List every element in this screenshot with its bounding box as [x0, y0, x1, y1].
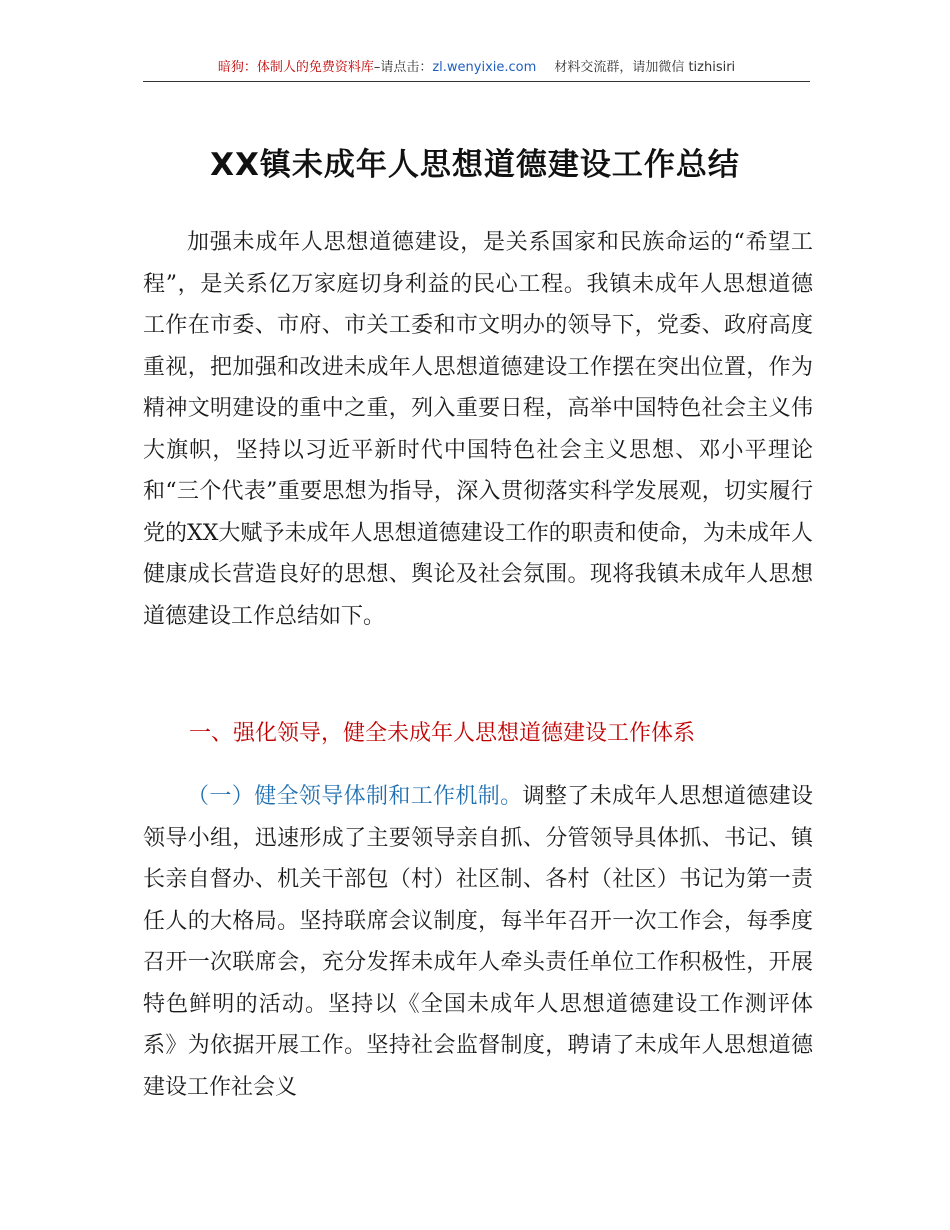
section-1-heading: 一、强化领导，健全未成年人思想道德建设工作体系: [189, 721, 696, 746]
subsection-1-paragraph: [143, 776, 813, 1108]
header-prompt: –请点击：: [373, 60, 433, 75]
subsection-1-body: 调整了未成年人思想道德建设领导小组，迅速形成了主要领导亲自抓、分管领导具体抓、书记、镇长亲自督办、机关干部包（村）社区制、各村（社区）书记为第一责任人的大格局。坚持联席会议制度，每半年召开一次工作会，每季度召开一次联席会，充分发挥未成年人牵头责任单位工作积极性，开展特色鲜明的活动。坚持以《全国未成年人思想道德建设工作测评体系》为依据开展工作。坚持社会监督制度，聘请了未成年人思想道德建设工作社会义: [143, 784, 813, 1100]
header-link[interactable]: zl.wenyixie.com: [432, 60, 537, 75]
header-brand: 暗狗：体制人的免费资料库: [217, 60, 374, 75]
subsection-1-heading: （一）健全领导体制和工作机制。: [187, 784, 523, 809]
page-header: [143, 55, 810, 82]
intro-paragraph: 加强未成年人思想道德建设，是关系国家和民族命运的“希望工程”，是关系亿万家庭切身利益的民心工程。我镇未成年人思想道德工作在市委、市府、市关工委和市文明办的领导下，党委、政府高度重视，把加强和改进未成年人思想道德建设工作摆在突出位置，作为精神文明建设的重中之重，列入重要日程，高举中国特色社会主义伟大旗帜，坚持以习近平新时代中国特色社会主义思想、邓小平理论和“三个代表”重要思想为指导，深入贯彻落实科学发展观，切实履行党的XX大赋予未成年人思想道德建设工作的职责和使命，为未成年人健康成长营造良好的思想、舆论及社会氛围。现将我镇未成年人思想道德建设工作总结如下。: [143, 230, 813, 629]
document-title: XX镇未成年人思想道德建设工作总结: [210, 147, 740, 183]
header-group-info: 材料交流群，请加微信 tizhisiri: [554, 60, 736, 75]
